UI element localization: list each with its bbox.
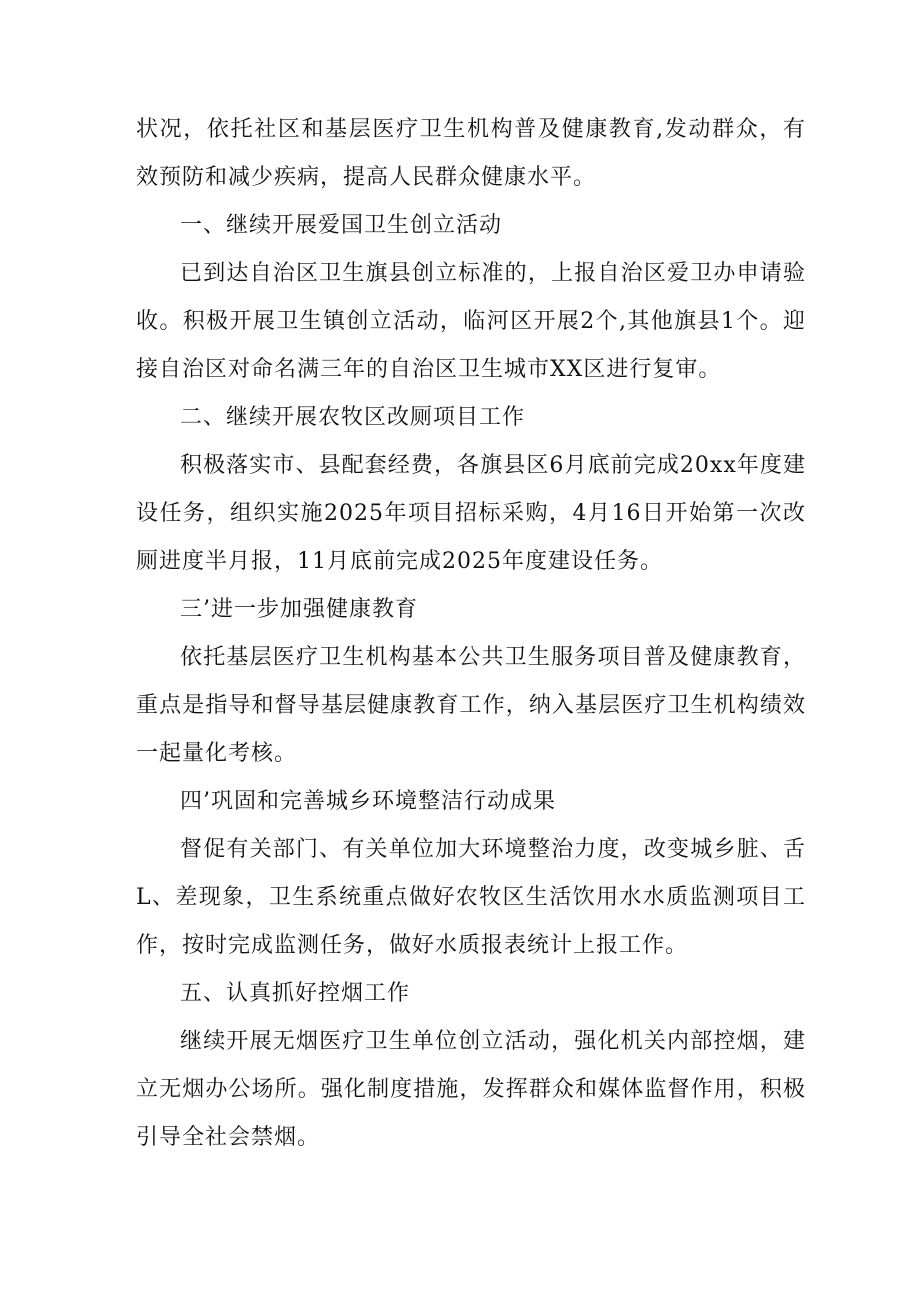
paragraph-tobacco-control: 继续开展无烟医疗卫生单位创立活动，强化机关内部控烟，建立无烟办公场所。强化制度措施，发挥群众和媒体监督作用，积极引导全社会禁烟。 bbox=[136, 1029, 806, 1150]
paragraph-health-education-continued: 状况，依托社区和基层医疗卫生机构普及健康教育,发动群众，有效预防和减少疾病，提高人民群众健康水平。 bbox=[136, 117, 806, 190]
heading-health-education: 三’进一步加强健康教育 bbox=[180, 597, 418, 622]
heading-environment-cleanup: 四’巩固和完善城乡环境整洁行动成果 bbox=[180, 789, 556, 814]
paragraph-health-education-services: 依托基层医疗卫生机构基本公共卫生服务项目普及健康教育，重点是指导和督导基层健康教育工作，纳入基层医疗卫生机构绩效一起量化考核。 bbox=[136, 645, 806, 766]
paragraph-toilet-renovation-funding: 积极落实市、县配套经费，各旗县区6月底前完成20xx年度建设任务，组织实施2025年项目招标采购，4月16日开始第一次改厕进度半月报，11月底前完成2025年度建设任务。 bbox=[136, 453, 806, 574]
document-body bbox=[136, 106, 806, 1162]
heading-patriotic-health-campaign: 一、继续开展爱国卫生创立活动 bbox=[180, 213, 503, 238]
heading-tobacco-control: 五、认真抓好控烟工作 bbox=[180, 981, 411, 1006]
paragraph-county-health-standards: 已到达自治区卫生旗县创立标准的，上报自治区爱卫办申请验收。积极开展卫生镇创立活动，临河区开展2个,其他旗县1个。迎接自治区对命名满三年的自治区卫生城市XX区进行复审。 bbox=[136, 261, 806, 382]
heading-toilet-renovation-project: 二、继续开展农牧区改厕项目工作 bbox=[180, 405, 526, 430]
paragraph-environment-cleanup: 督促有关部门、有关单位加大环境整治力度，改变城乡脏、舌L、差现象，卫生系统重点做好农牧区生活饮用水水质监测项目工作，按时完成监测任务，做好水质报表统计上报工作。 bbox=[136, 837, 806, 958]
